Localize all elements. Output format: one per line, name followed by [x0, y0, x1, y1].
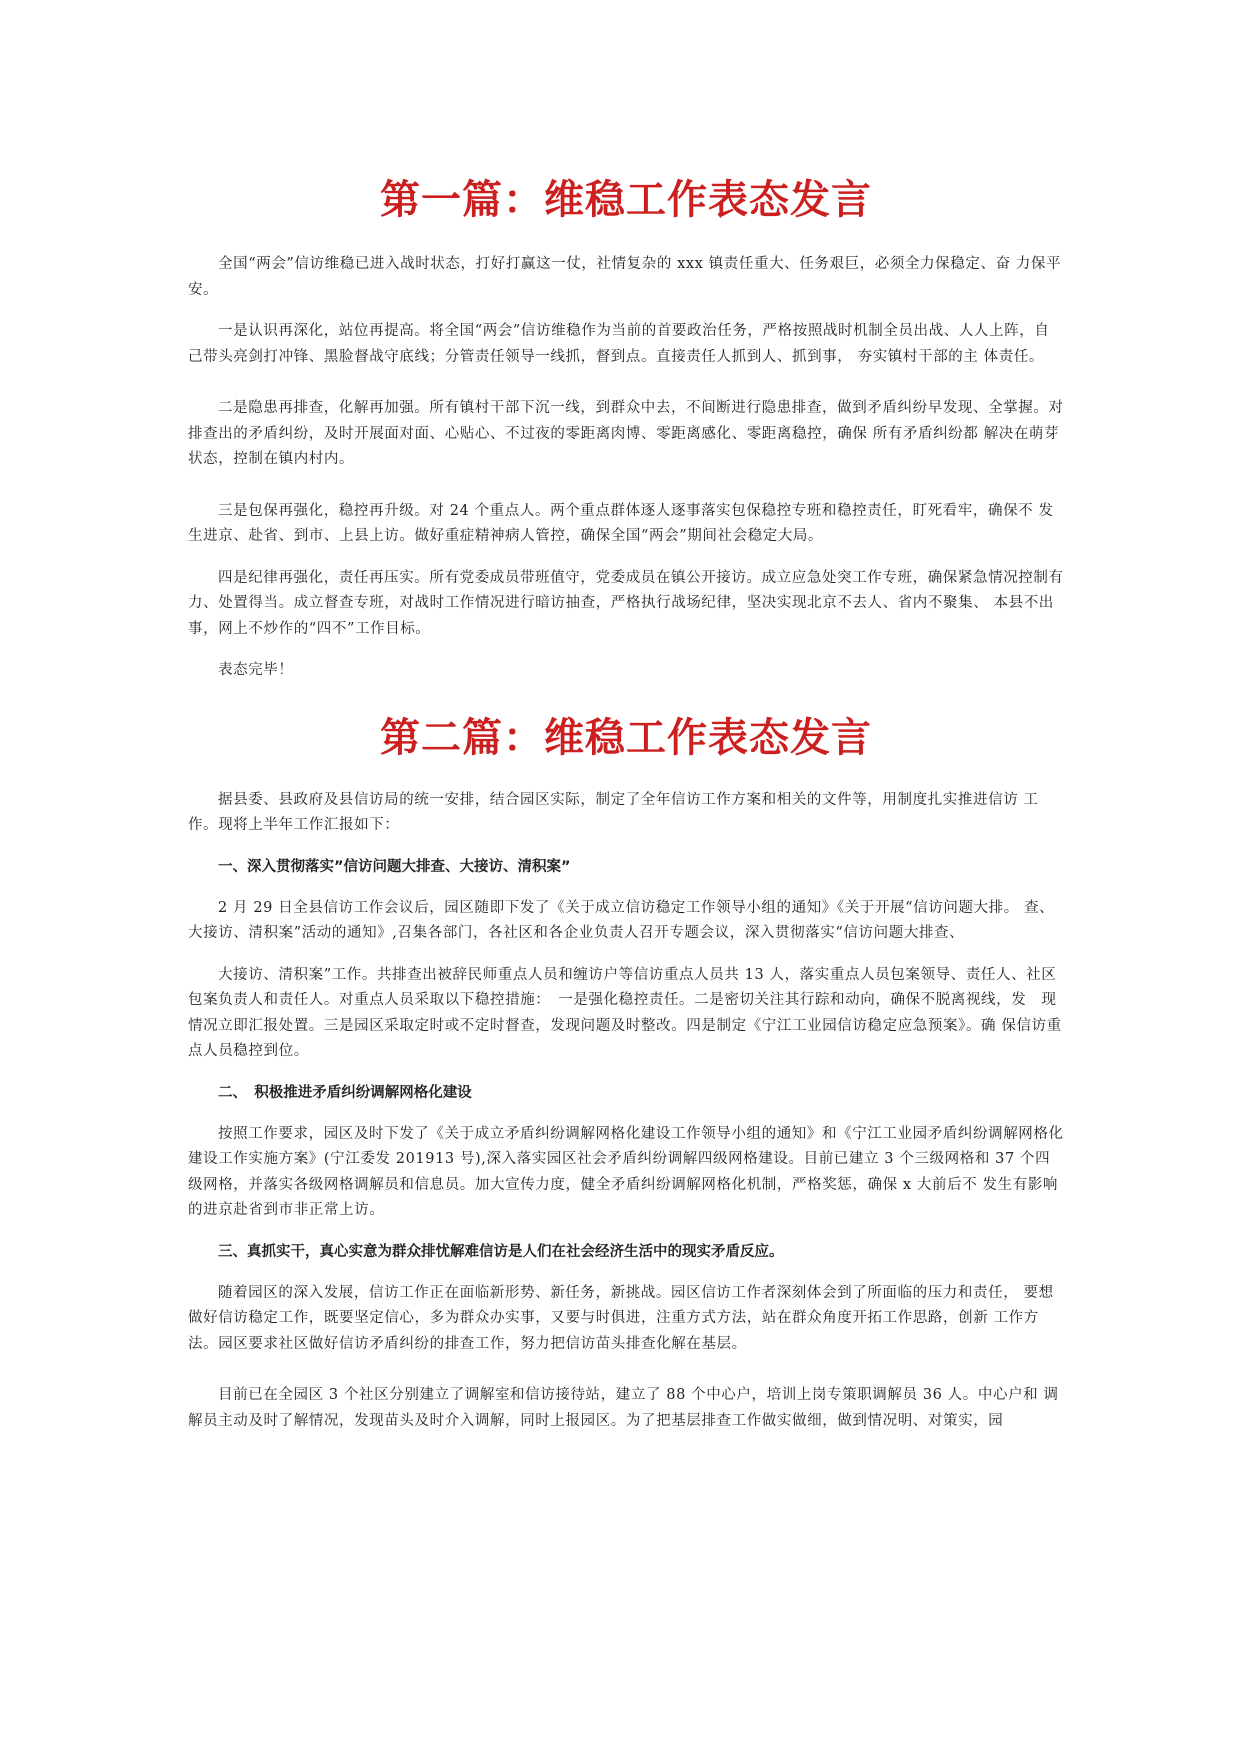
section1-paragraph-2: 大接访、清积案”工作。共排查出被辞民师重点人员和缠访户等信访重点人员共 13 人，落实重点人员包案领导、责任人、社区 包案负责人和责任人。对重点人员采取以下稳控措施： 一是强化稳控责任。二是密切关注其行踪和动向，确保不脱离视线，发 现情况立即汇报处置。三是园区采取定时或不定时督查，发现问题及时整改。四是制定《宁江工业园信访稳定应急预案》。确 保信访重点人员稳控到位。	[188, 966, 1062, 1059]
article1-paragraph-2: 一是认识再深化，站位再提高。将全国“两会”信访维稳作为当前的首要政治任务，严格按照战时机制全员出战、人人上阵，自己带头亮剑打冲锋、黑脸督战守底线；分管责任领导一线抓，督到点。直接责任人抓到人、抓到事， 夯实镇村干部的主 体责任。	[188, 323, 1050, 365]
article2-title: 第二篇：维稳工作表态发言	[380, 713, 872, 761]
article1-paragraph-3: 二是隐患再排查，化解再加强。所有镇村干部下沉一线，到群众中去，不间断进行隐患排查，做到矛盾纠纷早发现、全掌握。对排查出的矛盾纠纷，及时开展面对面、心贴心、不过夜的零距离肉博、零距离感化、零距离稳控，确保 所有矛盾纠纷都 解决在萌芽状态，控制在镇内村内。	[188, 400, 1064, 467]
article1-paragraph-5: 四是纪律再强化，责任再压实。所有党委成员带班值守，党委成员在镇公开接访。成立应急处突工作专班，确保紧急情况控制有力、处置得当。成立督查专班，对战时工作情况进行暗访抽查，严格执行战场纪律，坚决实现北京不去人、省内不聚集、 本县不出事，网上不炒作的“四不”工作目标。	[188, 569, 1064, 637]
document-page	[188, 160, 1064, 1434]
article1-paragraph-1: 全国“两会”信访维稳已进入战时状态，打好打赢这一仗，社情复杂的 xxx 镇责任重大、任务艰巨，必须全力保稳定、奋 力保平安。	[188, 256, 1062, 298]
section3-heading: 三、真抓实干，真心实意为群众排忧解难信访是人们在社会经济生活中的现实矛盾反应。	[218, 1243, 784, 1260]
section3-paragraph-1: 随着园区的深入发展，信访工作正在面临新形势、新任务，新挑战。园区信访工作者深刻体会到了所面临的压力和责任， 要想做好信访稳定工作，既要坚定信心，多为群众办实事，又要与时俱进，注重方式方法，站在群众角度开拓工作思路，创新 工作方法。园区要求社区做好信访矛盾纠纷的排查工作，努力把信访苗头排查化解在基层。	[188, 1284, 1054, 1352]
section2-paragraph-1: 按照工作要求，园区及时下发了《关于成立矛盾纠纷调解网格化建设工作领导小组的通知》和《宁江工业园矛盾纠纷调解网格化建设工作实施方案》(宁江委发 201913 号),深入落实园区社会矛盾纠纷调解四级网格建设。目前已建立 3 个三级网格和 37 个四级网格，并落实各级网格调解员和信息员。加大宣传力度，健全矛盾纠纷调解网格化机制，严格奖惩，确保 x 大前后不 发生有影响的进京赴省到市非正常上访。	[188, 1125, 1064, 1218]
section1-paragraph-1: 2 月 29 日全县信访工作会议后，园区随即下发了《关于成立信访稳定工作领导小组的通知》《关于开展“信访问题大排。 查、大接访、清积案”活动的通知》,召集各部门，各社区和各企业负责人召开专题会议，深入贯彻落实“信访问题大排查、	[188, 899, 1055, 941]
section2-heading: 二、 积极推进矛盾纠纷调解网格化建设	[218, 1084, 472, 1101]
article1-title: 第一篇：维稳工作表态发言	[380, 176, 872, 223]
section1-heading: 一、深入贯彻落实”信访问题大排查、大接访、清积案”	[218, 858, 571, 875]
article1-paragraph-4: 三是包保再强化，稳控再升级。对 24 个重点人。两个重点群体逐人逐事落实包保稳控专班和稳控责任，盯死看牢，确保不 发生进京、赴省、到市、上县上访。做好重症精神病人管控，确保全国“两会”期间社会稳定大局。	[188, 502, 1054, 544]
article1-closing: 表态完毕！	[218, 662, 294, 678]
article2-intro: 据县委、县政府及县信访局的统一安排，结合园区实际，制定了全年信访工作方案和相关的文件等，用制度扎实推进信访 工作。现将上半年工作汇报如下：	[188, 791, 1039, 833]
section3-paragraph-2: 目前已在全园区 3 个社区分别建立了调解室和信访接待站，建立了 88 个中心户，培训上岗专策职调解员 36 人。中心户和 调解员主动及时了解情况，发现苗头及时介入调解，同时上报园区。为了把基层排查工作做实做细，做到情况明、对策实，园	[188, 1387, 1059, 1429]
